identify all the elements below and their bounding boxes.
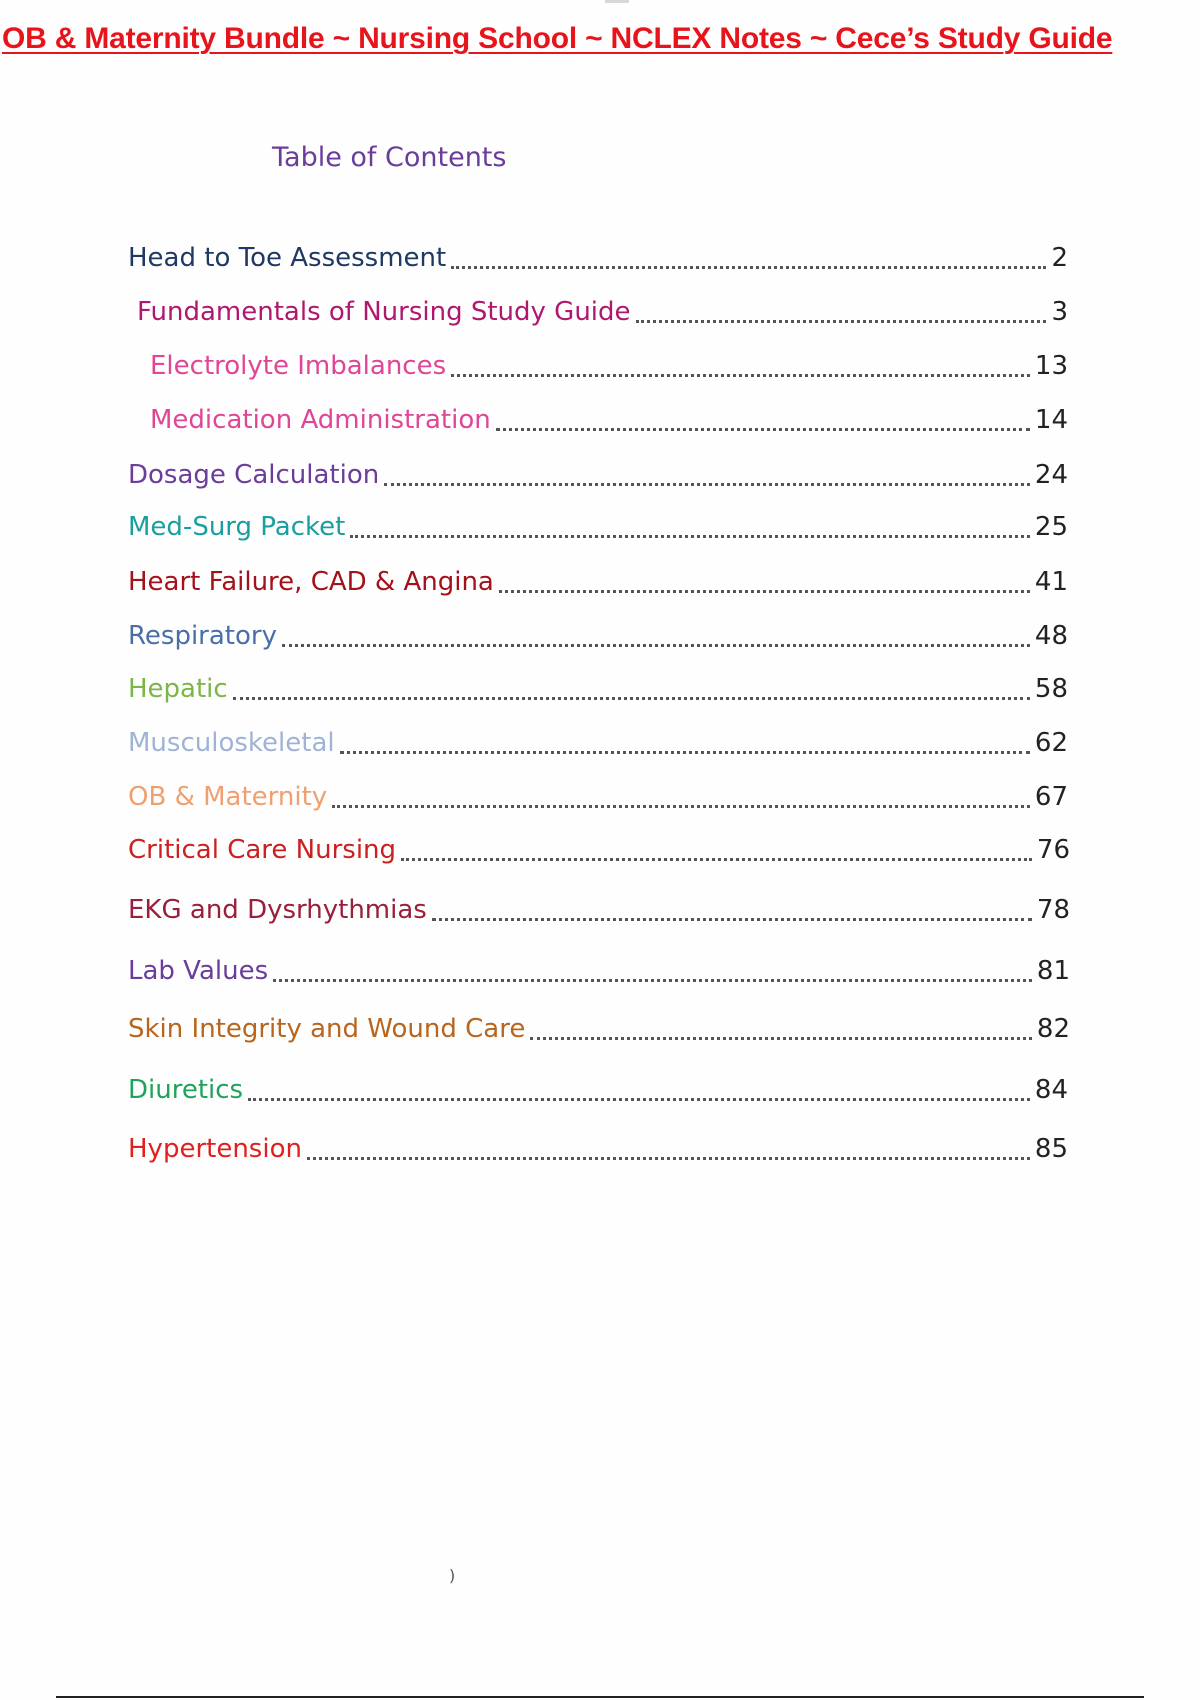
toc-entry[interactable] [128, 777, 1068, 817]
toc-entry-page: 76 [1036, 835, 1070, 865]
toc-entry-page: 24 [1034, 460, 1068, 490]
toc-entry-label: Fundamentals of Nursing Study Guide [137, 297, 631, 327]
toc-entry-page: 82 [1036, 1014, 1070, 1044]
toc-entry[interactable] [128, 616, 1068, 656]
toc-leader-dots [282, 642, 1030, 647]
toc-entry-label: Hepatic [128, 674, 228, 704]
toc-leader-dots [307, 1155, 1030, 1160]
toc-entry-page: 85 [1034, 1134, 1068, 1164]
toc-entry-label: Critical Care Nursing [128, 835, 397, 865]
toc-entry[interactable] [128, 723, 1068, 763]
toc-entry-page: 25 [1034, 512, 1068, 542]
toc-leader-dots [350, 533, 1030, 538]
toc-entry[interactable] [128, 1129, 1068, 1169]
toc-entry-label: Med-Surg Packet [128, 512, 346, 542]
toc-entry-label: Head to Toe Assessment [128, 243, 447, 273]
footer-mark: ) [449, 1566, 456, 1585]
document-header [2, 22, 1200, 62]
toc-entry-label: EKG and Dysrhythmias [128, 895, 427, 925]
toc-entry-page: 2 [1051, 243, 1068, 273]
toc-entry[interactable] [128, 830, 1070, 870]
toc-entry-page: 58 [1034, 674, 1068, 704]
toc-leader-dots [636, 318, 1047, 323]
toc-entry-page: 78 [1036, 895, 1070, 925]
toc-entry-page: 81 [1036, 956, 1070, 986]
toc-leader-dots [530, 1035, 1032, 1040]
toc-leader-dots [273, 977, 1032, 982]
toc-entry[interactable] [128, 951, 1070, 991]
toc-leader-dots [340, 749, 1030, 754]
toc-leader-dots [432, 916, 1032, 921]
toc-leader-dots [496, 426, 1030, 431]
toc-entry-page: 3 [1051, 297, 1068, 327]
toc-entry-label: Diuretics [128, 1075, 244, 1105]
toc-entry-label: Skin Integrity and Wound Care [128, 1014, 526, 1044]
toc-entry[interactable] [128, 562, 1068, 602]
toc-leader-dots [332, 803, 1030, 808]
toc-entry-page: 62 [1034, 728, 1068, 758]
toc-entry-page: 13 [1034, 351, 1068, 381]
toc-leader-dots [451, 372, 1030, 377]
toc-entry[interactable] [128, 238, 1068, 278]
toc-entry-label: Heart Failure, CAD & Angina [128, 567, 494, 597]
header-title: OB & Maternity Bundle ~ Nursing School ~ NCLEX Notes ~ Cece’s Study Guide [2, 22, 1113, 55]
toc-entry-label: Dosage Calculation [128, 460, 380, 490]
toc-leader-dots [248, 1096, 1030, 1101]
toc-entry-label: Lab Values [128, 956, 269, 986]
toc-entry[interactable] [128, 507, 1068, 547]
toc-entry[interactable] [150, 346, 1068, 386]
toc-leader-dots [451, 264, 1046, 269]
toc-entry[interactable] [137, 292, 1068, 332]
toc-title: Table of Contents [272, 142, 507, 173]
toc-leader-dots [233, 695, 1030, 700]
toc-entry-label: Musculoskeletal [128, 728, 335, 758]
toc-entry-page: 48 [1034, 621, 1068, 651]
toc-entry[interactable] [128, 669, 1068, 709]
toc-entry[interactable] [128, 890, 1070, 930]
toc-entry-label: OB & Maternity [128, 782, 328, 812]
toc-entry[interactable] [128, 1070, 1068, 1110]
toc-leader-dots [401, 856, 1032, 861]
toc-entry-label: Medication Administration [150, 405, 491, 435]
toc-entry-page: 14 [1034, 405, 1068, 435]
toc-leader-dots [384, 481, 1030, 486]
toc-entry-label: Hypertension [128, 1134, 302, 1164]
footer-rule [56, 1696, 1144, 1698]
toc-entry-label: Electrolyte Imbalances [150, 351, 447, 381]
toc-entry[interactable] [128, 455, 1068, 495]
toc-entry[interactable] [128, 1009, 1070, 1049]
toc-entry-label: Respiratory [128, 621, 277, 651]
toc-entry[interactable] [150, 400, 1068, 440]
toc-entry-page: 67 [1034, 782, 1068, 812]
toc-leader-dots [499, 588, 1030, 593]
page-top-mark [605, 0, 629, 3]
toc-entry-page: 84 [1034, 1075, 1068, 1105]
toc-entry-page: 41 [1034, 567, 1068, 597]
